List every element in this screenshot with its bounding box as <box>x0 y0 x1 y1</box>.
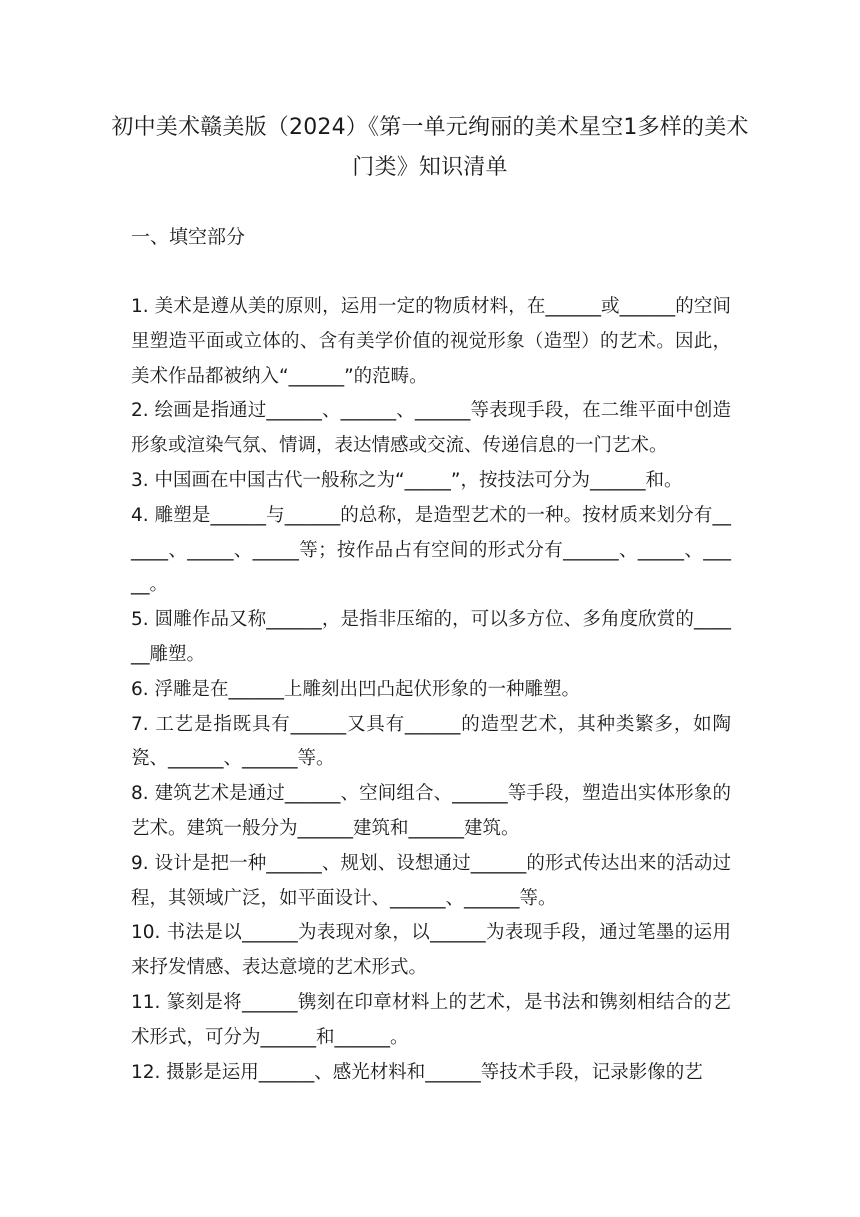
question-item-11: 11. 篆刻是将______镌刻在印章材料上的艺术，是书法和镌刻相结合的艺术形式，可分为______和______。 <box>131 991 731 1048</box>
question-item-2: 2. 绘画是指通过______、______、______等表现手段，在二维平面中创造形象或渲染气氛、情调，表达情感或交流、传递信息的一门艺术。 <box>131 400 731 457</box>
question-item-10: 10. 书法是以______为表现对象，以______为表现手段，通过笔墨的运用来抒发情感、表达意境的艺术形式。 <box>131 922 731 979</box>
document-title: 初中美术赣美版（2024）《第一单元绚丽的美术星空1多样的美术门类》知识清单 <box>111 115 749 180</box>
question-item-12: 12. 摄影是运用______、感光材料和______等技术手段，记录影像的艺 <box>131 1061 703 1083</box>
question-item-7: 7. 工艺是指既具有______又具有______的造型艺术，其种类繁多，如陶瓷、______、______等。 <box>131 713 731 770</box>
question-item-6: 6. 浮雕是在______上雕刻出凹凸起伏形象的一种雕塑。 <box>131 678 581 700</box>
section-heading: 一、填空部分 <box>131 226 246 248</box>
question-item-3: 3. 中国画在中国古代一般称之为“_____”，按技法可分为______和。 <box>131 469 683 491</box>
fill-in-list <box>131 290 731 1090</box>
question-item-9: 9. 设计是把一种______、规划、设想通过______的形式传达出来的活动过程，其领域广泛，如平面设计、______、______等。 <box>131 852 731 909</box>
question-item-1: 1. 美术是遵从美的原则，运用一定的物质材料，在______或______的空间里塑造平面或立体的、含有美学价值的视觉形象（造型）的艺术。因此，美术作品都被纳入“______”的范畴。 <box>131 296 731 387</box>
question-item-5: 5. 圆雕作品又称______，是指非压缩的，可以多方位、多角度欣赏的______雕塑。 <box>131 609 731 665</box>
question-item-8: 8. 建筑艺术是通过______、空间组合、______等手段，塑造出实体形象的艺术。建筑一般分为______建筑和______建筑。 <box>131 783 731 839</box>
question-item-4: 4. 雕塑是______与______的总称，是造型艺术的一种。按材质来划分有______、_____、_____等；按作品占有空间的形式分有______、_____、_____。 <box>131 504 731 596</box>
